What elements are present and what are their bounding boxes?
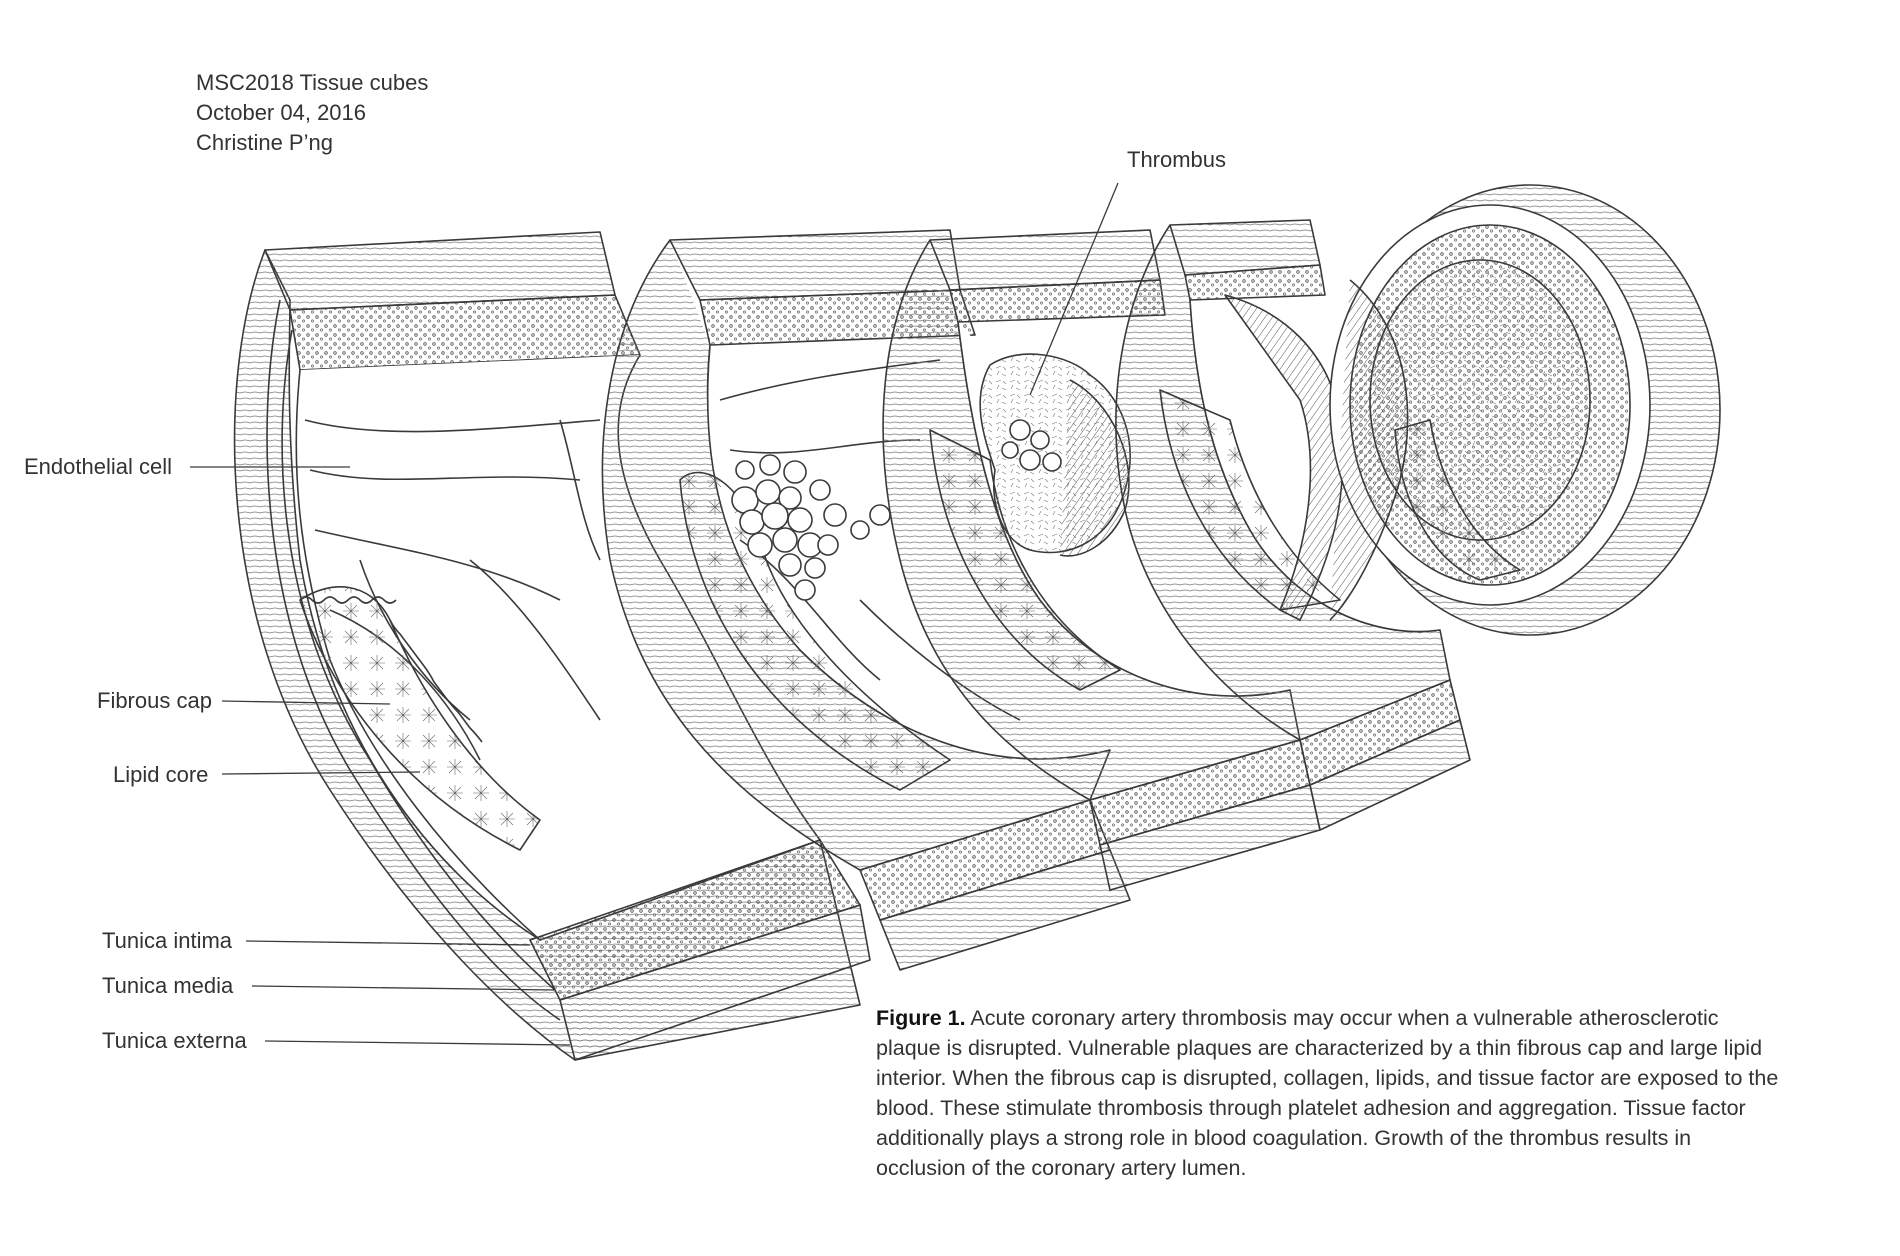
label-tunica-media: Tunica media <box>102 973 234 998</box>
label-tunica-intima: Tunica intima <box>102 928 233 953</box>
figure-caption <box>876 1003 1781 1183</box>
header-author: Christine P’ng <box>196 130 333 155</box>
label-lipid-core: Lipid core <box>113 762 209 787</box>
caption-text: Acute coronary artery thrombosis may occur when a vulnerable atherosclerotic plaque is disrupted. Vulnerable plaques are characterized by a thin fibrous cap and large lipid interior. When the fibrous cap is disrupted, collagen, lipids, and tissue factor are exposed to the blood. These stimulate thrombosis through platelet adhesion and aggregation. Tissue factor additionally plays a strong role in blood coagulation. Growth of the thrombus results in occlusion of the coronary artery lumen. <box>876 1006 1779 1180</box>
label-tunica-externa: Tunica externa <box>102 1028 247 1053</box>
label-thrombus: Thrombus <box>1127 147 1227 172</box>
header-date: October 04, 2016 <box>196 100 367 125</box>
header-title: MSC2018 Tissue cubes <box>196 70 429 95</box>
caption-heading: Figure 1. <box>876 1006 966 1030</box>
label-endothelial-cell: Endothelial cell <box>24 454 172 479</box>
leader-tunica-externa <box>265 1041 570 1045</box>
label-fibrous-cap: Fibrous cap <box>97 688 212 713</box>
